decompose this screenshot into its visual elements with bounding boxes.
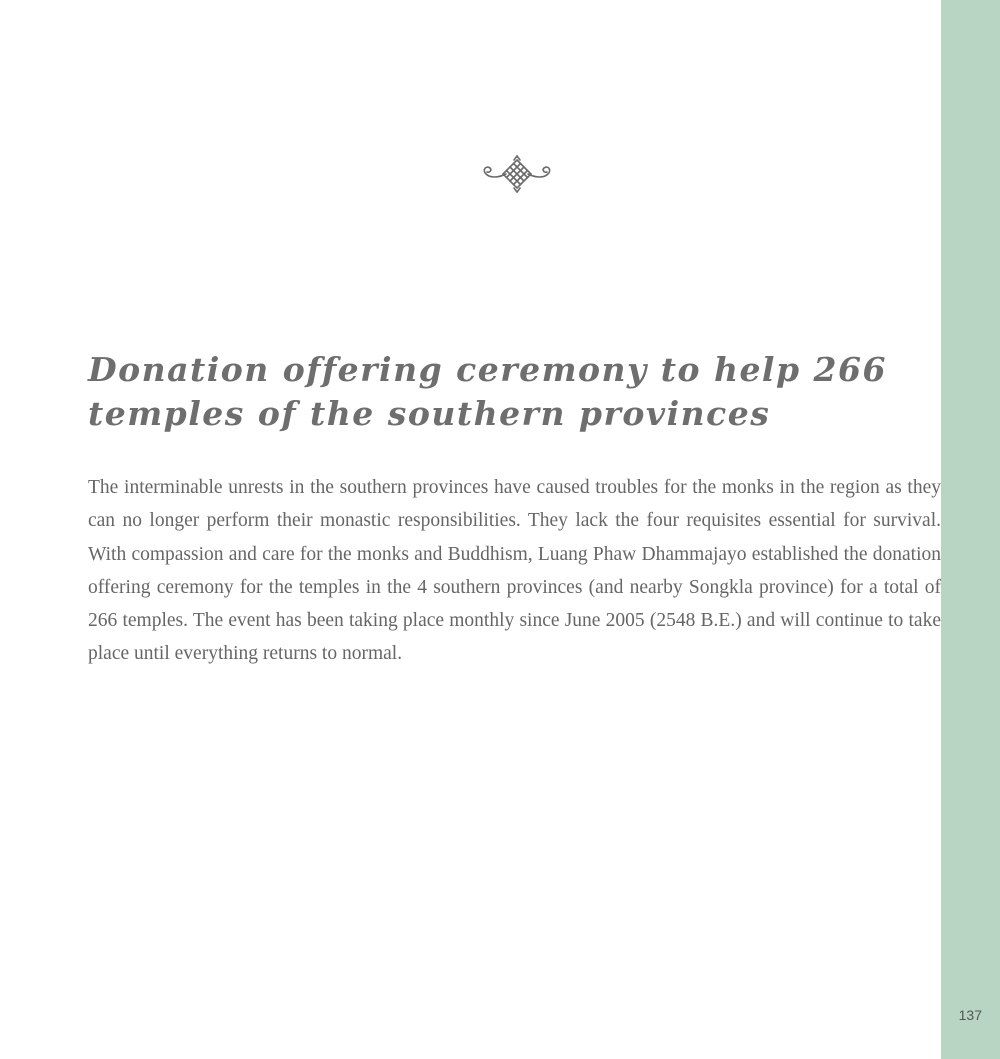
page-number: 137 xyxy=(958,1007,982,1023)
article-title xyxy=(88,348,888,436)
title-line-1: Donation offering ceremony to help 266 xyxy=(88,350,887,389)
endless-knot-flourish-icon xyxy=(478,152,556,196)
title-line-2: temples of the southern provinces xyxy=(88,394,771,433)
body-paragraph: The interminable unrests in the southern provinces have caused troubles for the monks in the region as they can no longer perform their monastic responsibilities. They lack the four requisites essential for survival. With compassion and care for the monks and Buddhism, Luang Phaw Dhammajayo established the donation offering ceremony for the temples in the 4 southern provinces (and nearby Songkla province) for a total of 266 temples. The event has been taking place monthly since June 2005 (2548 B.E.) and will continue to take place until everything returns to normal. xyxy=(88,477,941,665)
side-color-band xyxy=(941,0,1000,1059)
